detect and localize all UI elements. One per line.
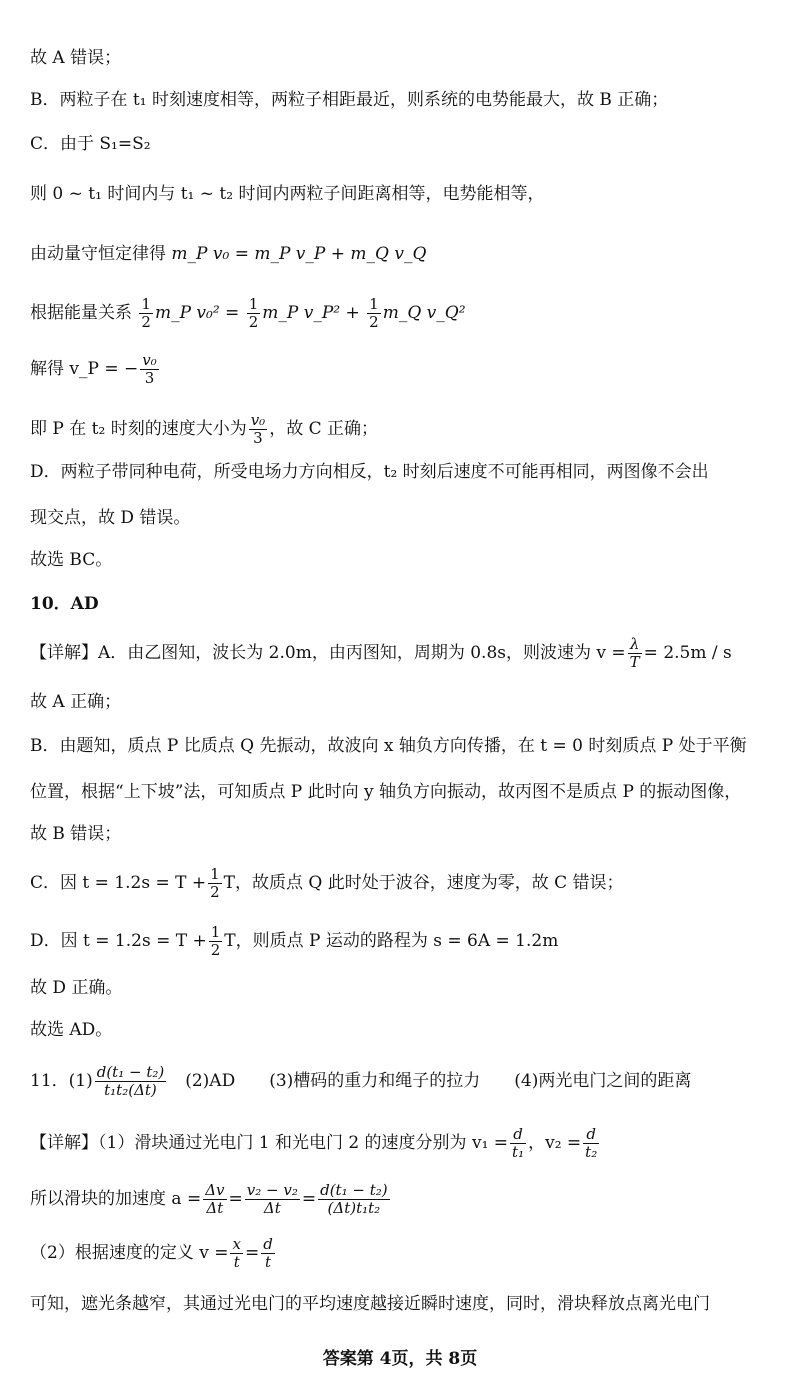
text-line: 现交点，故 D 错误。	[30, 508, 191, 528]
fraction: $\frac{\lambda}{T}$	[629, 635, 640, 671]
label: (2)AD (3)槽码的重力和绳子的拉力 (4)两光电门之间的距离	[185, 1071, 692, 1091]
term: m_Q v_Q²	[382, 303, 466, 323]
text-line: 所以滑块的加速度 a = $\frac{\Delta v}{\Delta t}$ = $\frac{\text{v₂ − v₂}}{\Delta t}$ = $\frac{\text{d(t₁ − t₂)}}{\text{(Δt)t₁t₂}}$	[30, 1181, 388, 1217]
text-line: B．由题知，质点 P 比质点 Q 先振动，故波向 x 轴负方向传播，在 t = 0 时刻质点 P 处于平衡	[30, 736, 747, 756]
label: 所以滑块的加速度 a =	[30, 1189, 202, 1209]
fraction: $\frac{\text{v₀}}{3}$	[142, 351, 157, 387]
term: m_P v₀²	[154, 303, 220, 323]
equation-line: 根据能量关系 $\frac{1}{2}$ m_P v₀² = $\frac{1}{2}$ m_P v_P² + $\frac{1}{2}$ m_Q v_Q²	[30, 295, 466, 331]
text-line: 则 0 ~ t₁ 时间内与 t₁ ~ t₂ 时间内两粒子间距离相等，电势能相等，	[30, 184, 545, 204]
label: ，故 C 正确；	[269, 419, 379, 439]
text-line	[30, 1126, 780, 1161]
text-line	[30, 866, 780, 901]
label: C．因 t = 1.2s = T +	[30, 873, 207, 893]
equation-line	[30, 352, 780, 387]
text-line: 故 A 错误；	[30, 48, 122, 68]
fraction: $\frac{\Delta v}{\Delta t}$	[205, 1181, 225, 1217]
label: = 2.5m / s	[643, 643, 732, 663]
text-line	[30, 636, 780, 671]
label: 【详解】（1）滑块通过光电门 1 和光电门 2 的速度分别为 v₁ =	[30, 1133, 509, 1153]
text-line: （2）根据速度的定义 v = $\frac{x}{t}$ = $\frac{d}{t}$	[30, 1235, 273, 1271]
fraction: $\frac{x}{t}$	[232, 1235, 241, 1271]
text-line: 故 A 正确；	[30, 692, 122, 712]
fraction: $\frac{\text{d(t₁ − t₂)}}{\text{(Δt)t₁t₂}}$	[320, 1181, 388, 1217]
text-line	[30, 1064, 780, 1099]
text-line: 故 D 正确。	[30, 978, 123, 998]
label: 11．(1)	[30, 1071, 93, 1091]
text-line	[30, 924, 780, 959]
momentum-equation: m_P v₀ = m_P v_P + m_Q v_Q	[171, 244, 427, 264]
label: T，则质点 P 运动的路程为 s = 6A = 1.2m	[224, 931, 559, 951]
label: D．因 t = 1.2s = T +	[30, 931, 207, 951]
label: 即 P 在 t₂ 时刻的速度大小为	[30, 419, 247, 439]
label: 由动量守恒定律得	[30, 244, 172, 264]
fraction: $\frac{1}{2}$	[248, 295, 259, 331]
equation-line	[30, 242, 780, 266]
fraction: $\frac{1}{2}$	[141, 295, 151, 331]
text-line: 故 B 错误；	[30, 824, 122, 844]
label: T，故质点 Q 此时处于波谷，速度为零，故 C 错误；	[223, 873, 624, 893]
text-line: D．两粒子带同种电荷，所受电场力方向相反，t₂ 时刻后速度不可能再相同，两图像不会出	[30, 462, 709, 482]
label: 解得 v_P = −	[30, 359, 139, 379]
text-line: C．由于 S₁=S₂	[30, 134, 151, 154]
fraction: $\frac{1}{2}$	[210, 923, 221, 959]
text-line: 故选 AD。	[30, 1020, 113, 1040]
fraction: $\frac{d}{\text{t₂}}$	[585, 1125, 598, 1161]
fraction: $\frac{d}{t}$	[263, 1235, 273, 1271]
text-line: B．两粒子在 t₁ 时刻速度相等，两粒子相距最近，则系统的电势能最大，故 B 正确；	[30, 90, 669, 110]
label: ，v₂ =	[528, 1133, 582, 1153]
fraction: $\frac{\text{d(t₁ − t₂)}}{\text{t₁t₂(Δt)}}$	[96, 1063, 165, 1099]
fraction: $\frac{d}{\text{t₁}}$	[512, 1125, 525, 1161]
fraction: $\frac{\text{v₀}}{3}$	[250, 411, 266, 447]
label: 根据能量关系	[30, 303, 138, 323]
label: （2）根据速度的定义 v =	[30, 1243, 229, 1263]
fraction: $\frac{\text{v₂ − v₂}}{\Delta t}$	[246, 1181, 298, 1217]
fraction: $\frac{1}{2}$	[210, 865, 220, 901]
term: m_P v_P²	[262, 303, 341, 323]
question-number: 10．AD	[30, 594, 99, 614]
text-line	[30, 412, 780, 447]
page-footer: 答案第 4页，共 8页	[322, 1349, 478, 1369]
fraction: $\frac{1}{2}$	[369, 295, 379, 331]
text-line: 位置，根据“上下坡”法，可知质点 P 此时向 y 轴负方向振动，故丙图不是质点 P 的振动图像，	[30, 782, 742, 802]
text-line: 故选 BC。	[30, 550, 113, 570]
label: 【详解】A．由乙图知，波长为 2.0m，由丙图知，周期为 0.8s，则波速为 v =	[30, 643, 626, 663]
text-line: 可知，遮光条越窄，其通过光电门的平均速度越接近瞬时速度，同时，滑块释放点离光电门	[30, 1294, 710, 1314]
